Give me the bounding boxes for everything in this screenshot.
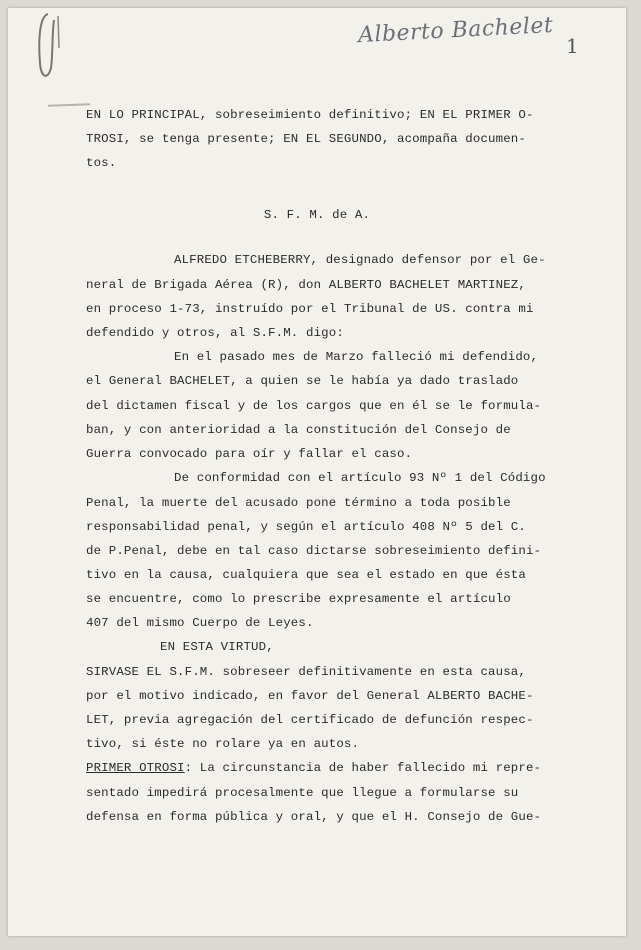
body-line: del dictamen fiscal y de los cargos que en él se le formula- bbox=[86, 399, 542, 413]
otrosi-line: sentado impedirá procesalmente que llegue a formularse su bbox=[86, 786, 519, 800]
body-line: Guerra convocado para oír y fallar el caso. bbox=[86, 447, 413, 461]
otrosi-text: : La circunstancia de haber fallecido mi repre- bbox=[184, 761, 542, 775]
otrosi-line bbox=[86, 761, 541, 775]
header-line: EN LO PRINCIPAL, sobreseimiento definitivo; EN EL PRIMER O- bbox=[86, 108, 534, 122]
body-line: de P.Penal, debe en tal caso dictarse sobreseimiento defini- bbox=[86, 544, 542, 558]
body-line: En el pasado mes de Marzo falleció mi defendido, bbox=[174, 350, 539, 364]
paperclip-mark-icon bbox=[18, 8, 78, 98]
ink-smudge bbox=[48, 103, 90, 106]
body-line: EN ESTA VIRTUD, bbox=[160, 640, 274, 654]
otrosi-line: defensa en forma pública y oral, y que el H. Consejo de Gue- bbox=[86, 810, 542, 824]
body-line: responsabilidad penal, y según el artículo 408 Nº 5 del C. bbox=[86, 520, 526, 534]
body-line: De conformidad con el artículo 93 Nº 1 del Código bbox=[174, 471, 546, 485]
header-line: tos. bbox=[86, 156, 117, 170]
page-marker: 1 bbox=[566, 34, 579, 58]
body-line: ban, y con anterioridad a la constitución del Consejo de bbox=[86, 423, 511, 437]
body-line: tivo, si éste no rolare ya en autos. bbox=[86, 737, 360, 751]
body-line: el General BACHELET, a quien se le había ya dado traslado bbox=[86, 374, 519, 388]
body-line: defendido y otros, al S.F.M. digo: bbox=[86, 326, 344, 340]
body-line: 407 del mismo Cuerpo de Leyes. bbox=[86, 616, 314, 630]
otrosi-label: PRIMER OTROSI bbox=[86, 761, 185, 775]
body-line: ALFREDO ETCHEBERRY, designado defensor por el Ge- bbox=[174, 253, 546, 267]
body-line: por el motivo indicado, en favor del General ALBERTO BACHE- bbox=[86, 689, 534, 703]
body-line: neral de Brigada Aérea (R), don ALBERTO BACHELET MARTINEZ, bbox=[86, 278, 526, 292]
body-line: Penal, la muerte del acusado pone término a toda posible bbox=[86, 496, 511, 510]
addressee: S. F. M. de A. bbox=[263, 208, 371, 222]
body-line: LET, previa agregación del certificado de defunción respec- bbox=[86, 713, 534, 727]
header-line: TROSI, se tenga presente; EN EL SEGUNDO, acompaña documen- bbox=[86, 132, 526, 146]
handwritten-annotation: Alberto Bachelet bbox=[357, 12, 554, 49]
body-line: se encuentre, como lo prescribe expresamente el artículo bbox=[86, 592, 511, 606]
document-page bbox=[8, 8, 626, 936]
body-line: en proceso 1-73, instruído por el Tribunal de US. contra mi bbox=[86, 302, 534, 316]
body-line: tivo en la causa, cualquiera que sea el estado en que ésta bbox=[86, 568, 526, 582]
body-line: SIRVASE EL S.F.M. sobreseer definitivamente en esta causa, bbox=[86, 665, 526, 679]
